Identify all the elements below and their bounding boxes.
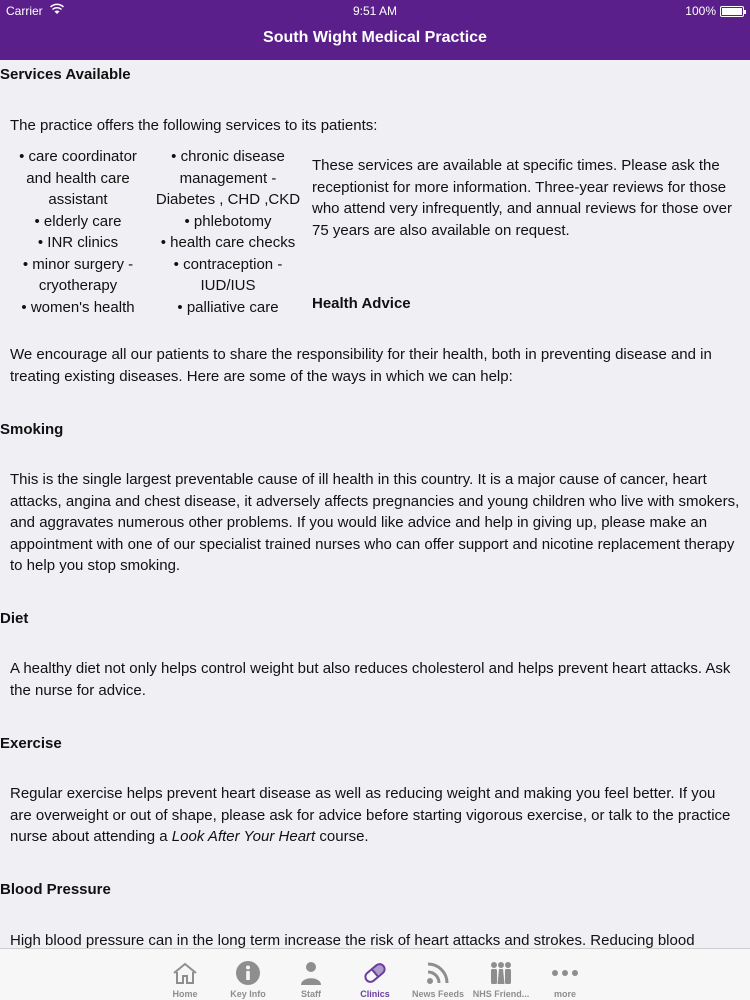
services-column-2	[148, 146, 308, 318]
health-advice-heading: Health Advice	[312, 295, 411, 312]
blood-pressure-heading: Blood Pressure	[0, 881, 111, 898]
smoking-text: This is the single largest preventable cause of ill health in this country. It is a major cause of cancer, heart attacks, angina and chest disease, it adversely affects pregnancies and young children who live with smokers, and aggravates numerous other problems. If you would like advice and help in giving up, please make an appointment with one of our specialist trained nurses who can offer support and nicotine replacement therapy to help you stop smoking.	[10, 471, 740, 574]
tab-label: Staff	[301, 989, 321, 999]
services-column-1	[8, 146, 148, 318]
tab-news-feeds[interactable]	[406, 949, 470, 1000]
service-line: cryotherapy	[38, 277, 118, 294]
clinics-icon	[361, 959, 389, 987]
tab-clinics[interactable]	[343, 949, 407, 1000]
tab-label: Home	[172, 989, 198, 999]
exercise-text-part: Regular exercise helps prevent heart disease as well as reducing weight and making you feel better. If you are overweight or out of shape, please ask for advice before starting vigorous exercise, or talk to the practice nurse about attending a	[10, 785, 731, 845]
service-line: • palliative care	[177, 298, 279, 316]
service-line: • elderly care	[34, 212, 122, 230]
exercise-text-part: course.	[315, 828, 369, 845]
tab-label: Clinics	[360, 989, 390, 999]
service-line: management -	[179, 169, 277, 187]
carrier-label: Carrier	[6, 4, 43, 18]
services-availability-text: These services are available at specific times. Please ask the receptionist for more information. Three-year reviews for those who attend very infrequently, and annual reviews for those over 75 years are also available on request.	[312, 157, 732, 239]
service-line: • health care checks	[160, 234, 296, 251]
service-line: • contraception -	[173, 255, 283, 273]
service-line: assistant	[48, 191, 108, 208]
status-bar	[0, 0, 750, 22]
nav-bar	[0, 22, 750, 60]
service-line: • women's health	[21, 298, 135, 316]
service-line: • minor surgery -	[22, 255, 134, 273]
service-line: and health care	[26, 169, 130, 187]
diet-heading: Diet	[0, 610, 29, 627]
tab-staff[interactable]	[279, 949, 343, 1000]
services-table	[8, 146, 308, 318]
tab-home[interactable]	[153, 949, 217, 1000]
advice-intro: We encourage all our patients to share the responsibility for their health, both in preventing disease and in treating existing diseases. Here are some of the ways in which we can help:	[10, 346, 712, 385]
services-intro: The practice offers the following services to its patients:	[10, 117, 378, 134]
content-scroll[interactable]	[0, 60, 750, 948]
service-line: • care coordinator	[19, 148, 137, 165]
service-line: • chronic disease	[171, 148, 285, 165]
tab-label: more	[553, 989, 576, 999]
rss-icon	[424, 959, 452, 987]
service-line: IUD/IUS	[200, 277, 256, 294]
service-line: Diabetes , CHD ,CKD	[155, 191, 301, 208]
home-icon	[171, 959, 199, 987]
exercise-text	[10, 783, 740, 848]
smoking-heading: Smoking	[0, 421, 64, 438]
tab-label: Key Info	[230, 989, 266, 999]
tab-label: News Feeds	[411, 989, 465, 999]
people-icon	[487, 959, 515, 987]
service-line: • phlebotomy	[184, 212, 272, 230]
diet-text: A healthy diet not only helps control weight but also reduces cholesterol and helps prevent heart attacks. Ask the nurse for advice.	[10, 660, 731, 699]
more-icon	[551, 959, 579, 987]
clock: 9:51 AM	[352, 4, 398, 18]
tab-bar	[0, 948, 750, 1000]
page-title: South Wight Medical Practice	[263, 29, 487, 46]
tab-label: NHS Friend...	[472, 989, 530, 999]
staff-icon	[297, 959, 325, 987]
battery-icon	[720, 6, 744, 17]
tab-more[interactable]	[533, 949, 597, 1000]
services-heading: Services Available	[0, 66, 131, 83]
tab-key-info[interactable]	[216, 949, 280, 1000]
exercise-heading: Exercise	[0, 735, 62, 752]
course-name: Look After Your Heart	[171, 828, 316, 845]
blood-pressure-text: High blood pressure can in the long term increase the risk of heart attacks and strokes. Reducing blood	[10, 932, 695, 948]
service-line: • INR clinics	[37, 234, 119, 251]
info-icon	[234, 959, 262, 987]
tab-nhs-friends[interactable]	[469, 949, 533, 1000]
battery-percent: 100%	[685, 4, 716, 18]
